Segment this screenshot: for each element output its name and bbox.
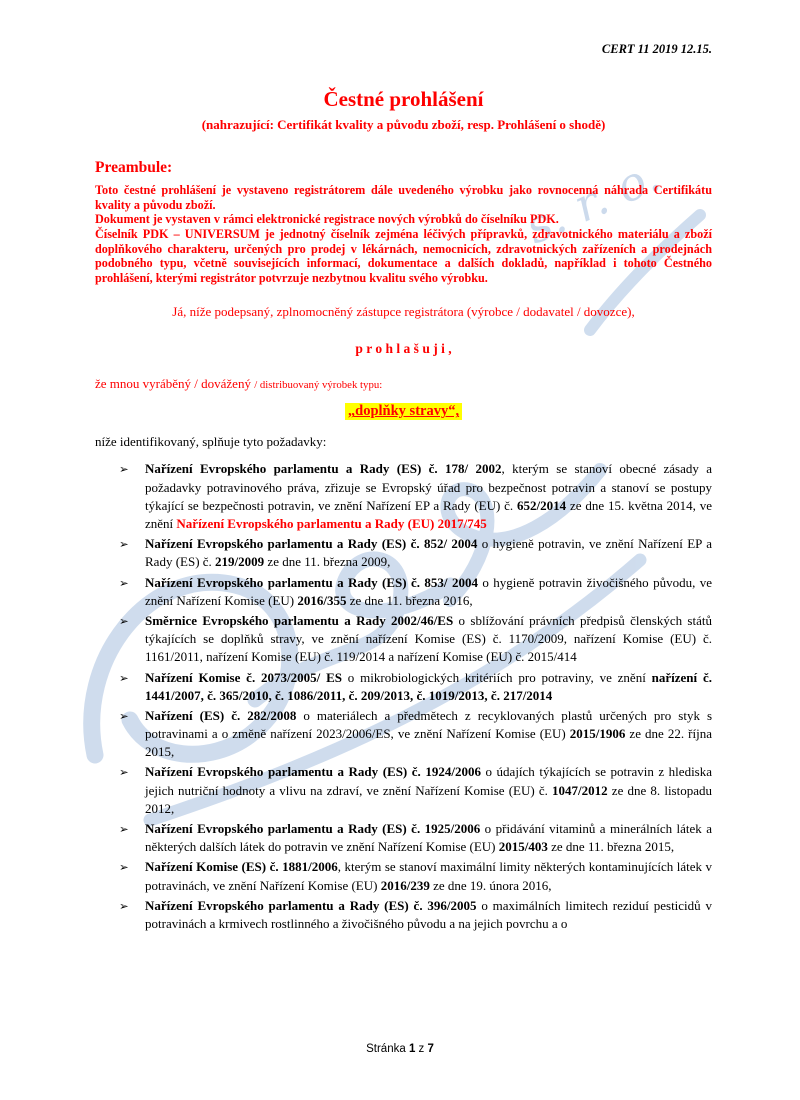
- requirement-item: [119, 535, 712, 571]
- requirement-item: [119, 763, 712, 818]
- requirement-text: Směrnice Evropského parlamentu a Rady 2002/46/ES o sblížování právních předpisů členských států týkajících se doplňků stravy, ve znění nařízení Komise (ES) č. 1170/2009, nařízení Komise (EU) č. 1161/2011, nařízení Komise (EU) č. 119/2014 a nařízení Komise (EU) č. 2015/414: [145, 612, 712, 665]
- product-type-row: [95, 402, 712, 420]
- preamble-heading: Preambule:: [95, 159, 173, 176]
- product-line: že mnou vyráběný / dovážený / distribuovaný výrobek typu:: [95, 376, 383, 392]
- bullet-arrow-icon: ➢: [119, 710, 129, 723]
- bullet-arrow-icon: ➢: [119, 900, 129, 913]
- preamble-body: [95, 183, 712, 285]
- preamble-paragraph: Číselník PDK – UNIVERSUM je jednotný číselník zejména léčivých přípravků, zdravotnického materiálu a zboží doplňkového charakteru, určených pro prodej v lékárnách, nemocnicích, zdravotnických zařízeních a prodejnách podobného typu, včetně souvisejících informací, dokumentace a dalších dokladů, například i tohoto Čestného prohlášení, kterými registrátor potvrzuje nezbytnou kvalitu svého výrobku.: [95, 226, 712, 285]
- requirement-item: [119, 460, 712, 533]
- requirement-text: Nařízení Komise (ES) č. 1881/2006, kterým se stanoví maximální limity některých kontaminujících látek v potravinách, ve znění Nařízení Komise (EU) 2016/239 ze dne 19. února 2016,: [145, 859, 712, 893]
- declaration-verb: p r o h l a š u j i ,: [355, 341, 452, 357]
- requirement-item: [119, 707, 712, 762]
- requirement-text: Nařízení Evropského parlamentu a Rady (ES) č. 1925/2006 o přidávání vitaminů a minerálních látek a některých dalších látek do potravin ve znění Nařízení Komise (EU) 2015/403 ze dne 11. března 2015,: [145, 821, 713, 855]
- requirement-item: [119, 574, 712, 610]
- requirement-text: Nařízení Evropského parlamentu a Rady (ES) č. 178/ 2002, kterým se stanoví obecné zásady a požadavky potravinového práva, zřizuje se Evropský úřad pro bezpečnost potravin a stanoví se postupy týkající se bezpečnosti potravin, ve znění Nařízení EP a Rady (EU) č. 652/2014 ze dne 15. května 2014, ve znění Nařízení Evropského parlamentu a Rady (EU) 2017/745: [145, 461, 713, 532]
- requirements-intro: níže identifikovaný, splňuje tyto požadavky:: [95, 434, 327, 450]
- bullet-arrow-icon: ➢: [119, 862, 129, 875]
- page-footer: Stránka 1 z 7: [366, 1043, 434, 1055]
- watermark-text: s. r. o.: [517, 147, 668, 255]
- preamble-paragraph: Dokument je vystaven v rámci elektronické registrace nových výrobků do číselníku PDK.: [95, 212, 559, 227]
- requirement-text: Nařízení Komise č. 2073/2005/ ES o mikrobiologických kritériích pro potraviny, ve znění nařízení č. 1441/2007, č. 365/2010, č. 1086/2011, č. 209/2013, č. 1019/2013, č. 217/2014: [145, 669, 712, 703]
- requirement-item: [119, 858, 712, 894]
- bullet-arrow-icon: ➢: [119, 539, 129, 552]
- bullet-arrow-icon: ➢: [119, 464, 129, 477]
- preamble-paragraph: Toto čestné prohlášení je vystaveno registrátorem dále uvedeného výrobku jako rovnocenná náhrada Certifikátu kvality a původu zboží.: [95, 183, 712, 212]
- requirements-list: [119, 460, 712, 933]
- requirement-text: Nařízení Evropského parlamentu a Rady (ES) č. 396/2005 o maximálních limitech reziduí pesticidů v potravinách a krmivech rostlinného a živočišného původu a na jejich povrchu a o: [145, 897, 713, 931]
- requirement-item: [119, 612, 712, 667]
- document-subtitle: (nahrazující: Certifikát kvality a původu zboží, resp. Prohlášení o shodě): [201, 117, 606, 132]
- requirement-text: Nařízení Evropského parlamentu a Rady (ES) č. 852/ 2004 o hygieně potravin, ve znění Nařízení EP a Rady (ES) č. 219/2009 ze dne 11. března 2009,: [145, 536, 713, 570]
- document-code: CERT 11 2019 12.15.: [601, 42, 712, 56]
- requirement-item: [119, 820, 712, 856]
- bullet-arrow-icon: ➢: [119, 767, 129, 780]
- bullet-arrow-icon: ➢: [119, 615, 129, 628]
- declaration-intro: Já, níže podepsaný, zplnomocněný zástupce registrátora (výrobce / dodavatel / dovozce),: [172, 304, 635, 320]
- product-type-highlight: „doplňky stravy“,: [345, 403, 462, 420]
- requirement-item: [119, 897, 712, 933]
- requirement-item: [119, 669, 712, 705]
- bullet-arrow-icon: ➢: [119, 577, 129, 590]
- bullet-arrow-icon: ➢: [119, 824, 129, 837]
- requirement-text: Nařízení (ES) č. 282/2008 o materiálech a předmětech z recyklovaných plastů určených pro styk s potravinami a o změně nařízení 2023/2006/ES, ve znění Nařízení Komise (EU) 2015/1906 ze dne 22. října 2015,: [145, 707, 713, 760]
- bullet-arrow-icon: ➢: [119, 672, 129, 685]
- requirement-text: Nařízení Evropského parlamentu a Rady (ES) č. 853/ 2004 o hygieně potravin živočišného původu, ve znění Nařízení Komise (EU) 2016/355 ze dne 11. března 2016,: [145, 574, 713, 608]
- document-title: Čestné prohlášení: [323, 87, 484, 111]
- requirement-text: Nařízení Evropského parlamentu a Rady (ES) č. 1924/2006 o údajích týkajících se potravin z hlediska jejich nutriční hodnoty a vlivu na zdraví, ve znění Nařízení Komise (EU) č. 1047/2012 ze dne 8. listopadu 2012,: [145, 764, 713, 816]
